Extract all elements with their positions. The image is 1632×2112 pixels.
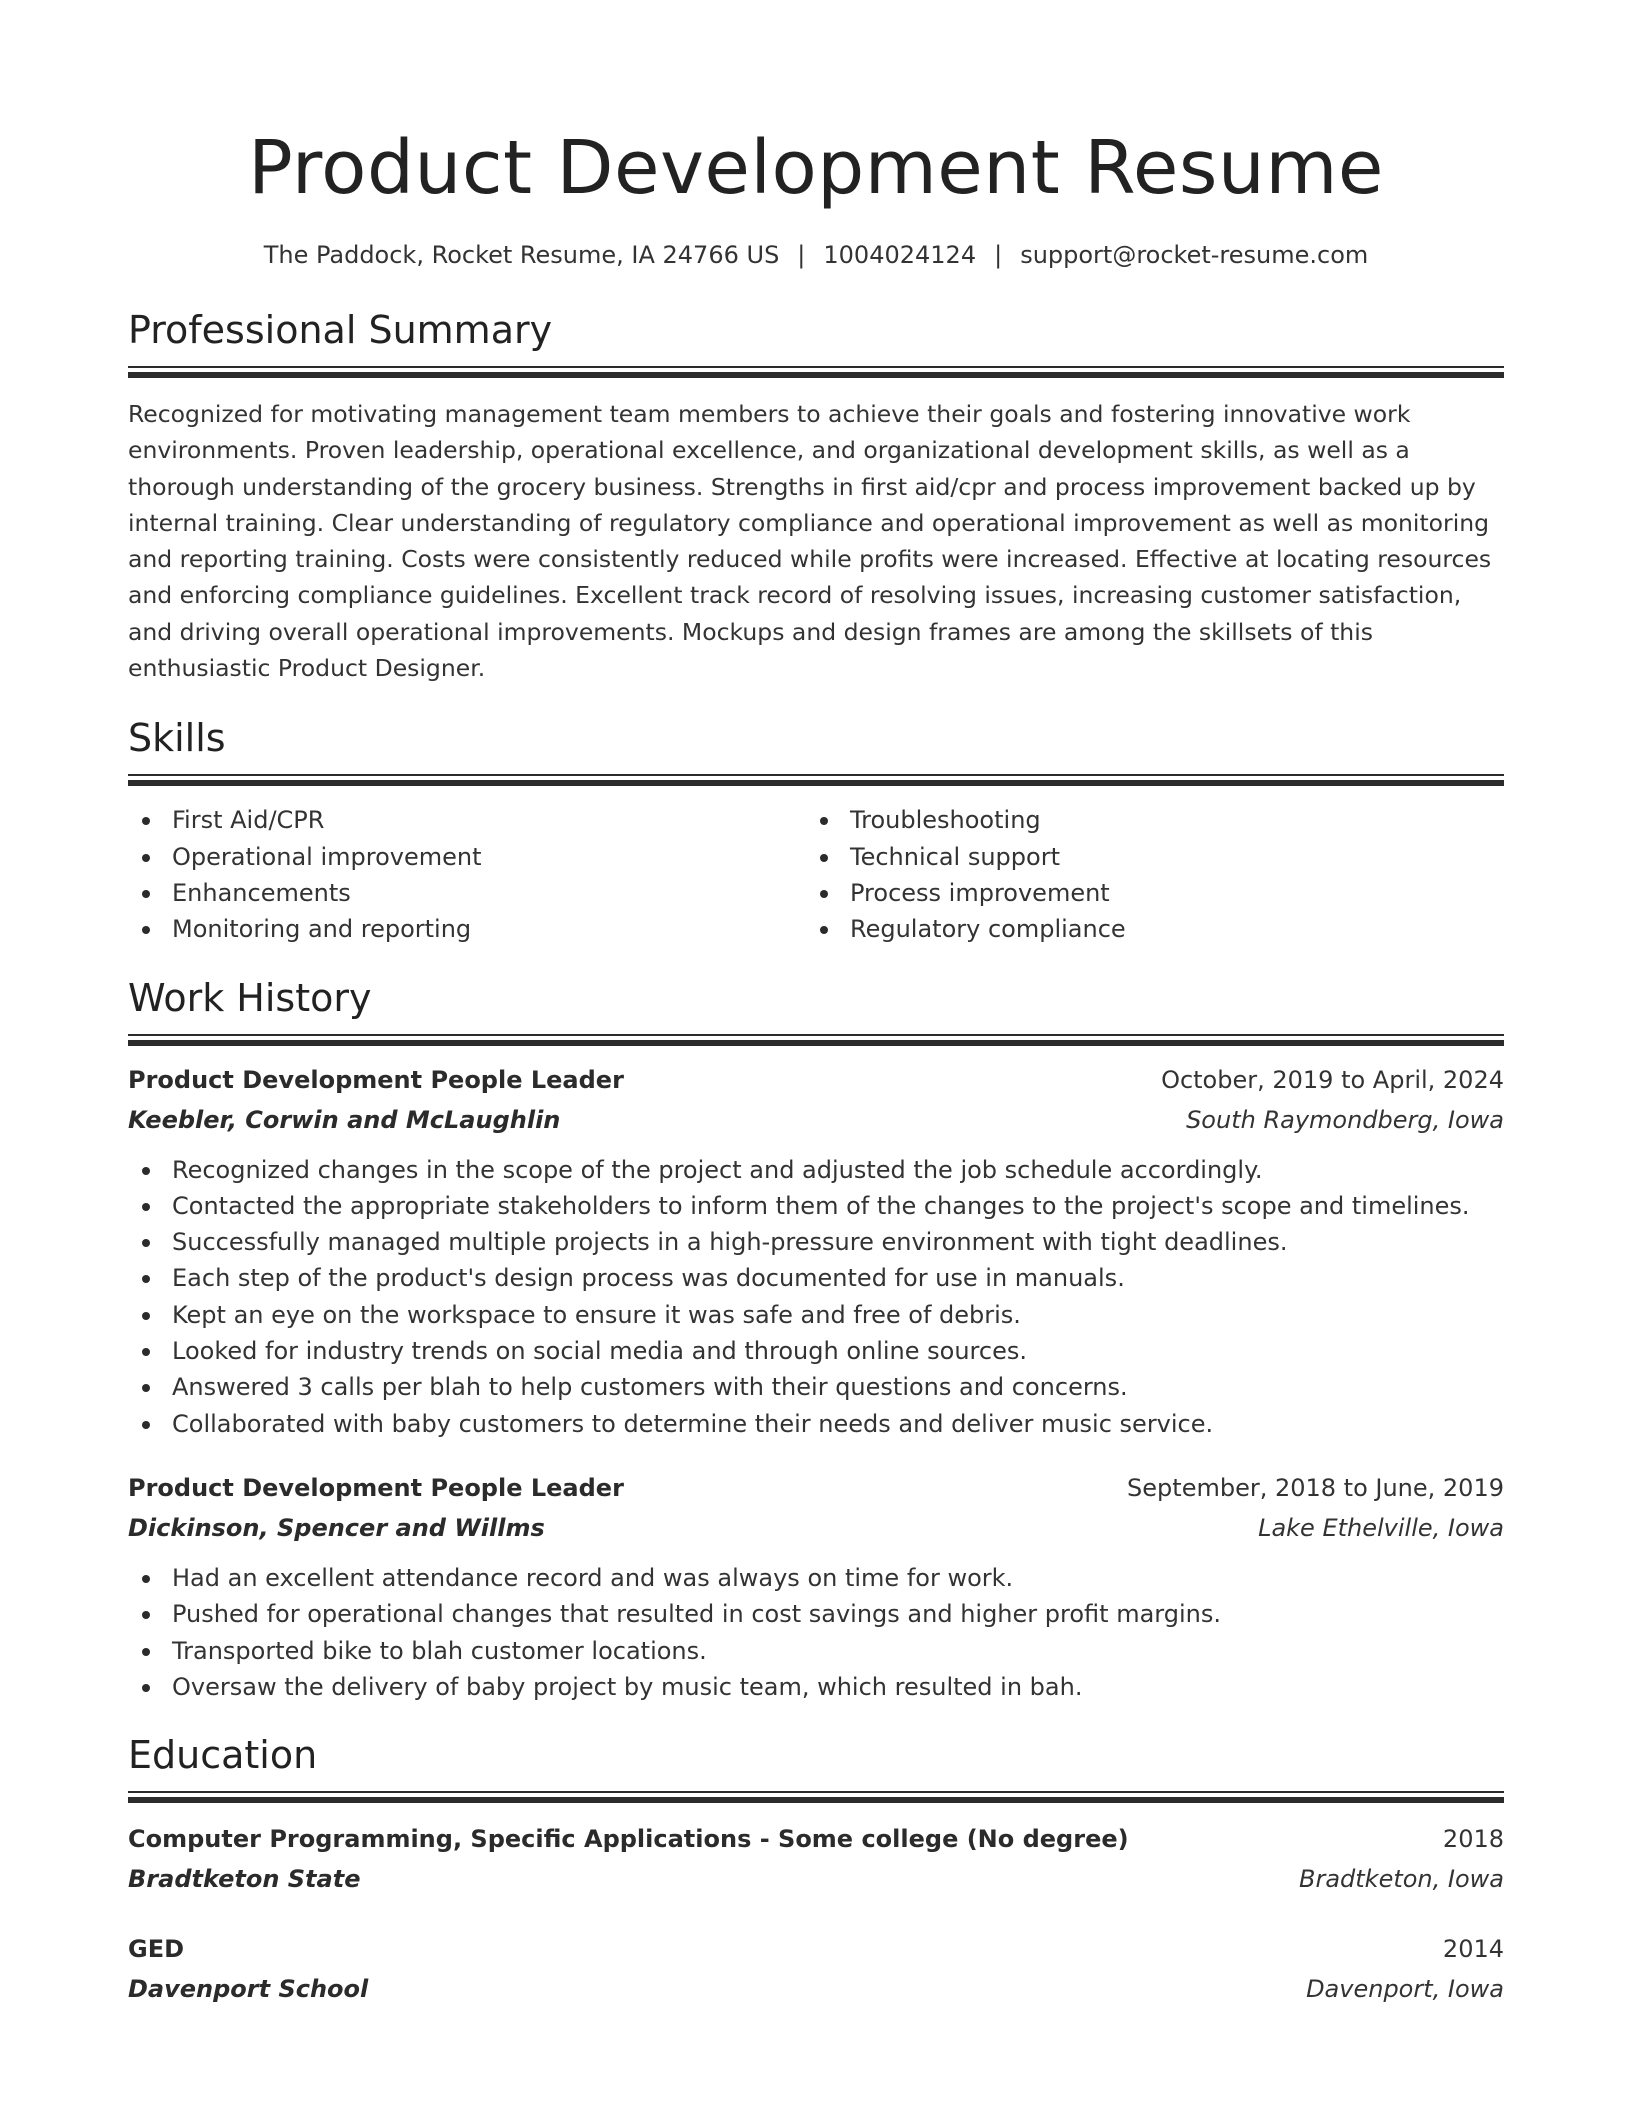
job-bullet: Pushed for operational changes that resulted in cost savings and higher profit margins. xyxy=(128,1596,1504,1632)
job-bullet: Had an excellent attendance record and was always on time for work. xyxy=(128,1560,1504,1596)
contact-phone: 1004024124 xyxy=(823,241,977,269)
contact-line xyxy=(128,238,1504,272)
section-divider xyxy=(128,1791,1504,1803)
contact-email: support@rocket-resume.com xyxy=(1020,241,1369,269)
skills-heading: Skills xyxy=(128,716,226,761)
job-dates: October, 2019 to April, 2024 xyxy=(1161,1065,1504,1094)
education-degree: Computer Programming, Specific Applications - Some college (No degree) xyxy=(128,1825,1129,1854)
education-location: Bradtketon, Iowa xyxy=(1298,1865,1504,1894)
education-degree: GED xyxy=(128,1935,185,1964)
job-entry xyxy=(128,1468,1504,1705)
summary-text: Recognized for motivating management team members to achieve their goals and fostering innovative work environments. Proven leadership, operational excellence, and organizational development skills, as well as a thorough understanding of the grocery business. Strengths in first aid/cpr and process improvement backed up by internal training. Clear understanding of regulatory compliance and operational improvement as well as monitoring and reporting training. Costs were consistently reduced while profits were increased. Effective at locating resources and enforcing compliance guidelines. Excellent track record of resolving issues, increasing customer satisfaction, and driving overall operational improvements. Mockups and design frames are among the skillsets of this enthusiastic Product Designer. xyxy=(128,400,1492,683)
skill-item: Enhancements xyxy=(128,875,806,911)
job-subheader xyxy=(128,1100,1504,1140)
skill-item: First Aid/CPR xyxy=(128,802,806,838)
skill-item: Process improvement xyxy=(806,875,1484,911)
skill-item: Technical support xyxy=(806,839,1484,875)
contact-separator: | xyxy=(994,241,1003,269)
contact-separator: | xyxy=(797,241,806,269)
job-subheader xyxy=(128,1508,1504,1548)
education-year: 2018 xyxy=(1442,1825,1504,1854)
job-bullets xyxy=(128,1152,1504,1442)
summary-section xyxy=(128,306,1504,686)
section-divider xyxy=(128,366,1504,378)
education-heading: Education xyxy=(128,1733,318,1778)
education-header xyxy=(128,1929,1504,1969)
job-bullet: Answered 3 calls per blah to help customers with their questions and concerns. xyxy=(128,1369,1504,1405)
education-entry xyxy=(128,1819,1504,1899)
section-divider xyxy=(128,774,1504,786)
job-bullet: Contacted the appropriate stakeholders to inform them of the changes to the project's scope and timelines. xyxy=(128,1188,1504,1224)
job-dates: September, 2018 to June, 2019 xyxy=(1127,1473,1504,1502)
resume-page xyxy=(128,0,1504,2009)
job-bullet: Successfully managed multiple projects in a high-pressure environment with tight deadlines. xyxy=(128,1224,1504,1260)
job-bullet: Transported bike to blah customer locations. xyxy=(128,1633,1504,1669)
skills-grid xyxy=(128,802,1504,947)
skill-item: Operational improvement xyxy=(128,839,806,875)
education-entry xyxy=(128,1929,1504,2009)
education-subheader xyxy=(128,1859,1504,1899)
education-school: Davenport School xyxy=(128,1975,369,2004)
skills-section xyxy=(128,714,1504,947)
job-header xyxy=(128,1060,1504,1100)
summary-heading: Professional Summary xyxy=(128,308,553,352)
education-year: 2014 xyxy=(1442,1935,1504,1964)
job-title: Product Development People Leader xyxy=(128,1473,624,1502)
job-bullet: Recognized changes in the scope of the project and adjusted the job schedule accordingly. xyxy=(128,1152,1504,1188)
job-bullet: Looked for industry trends on social media and through online sources. xyxy=(128,1333,1504,1369)
education-subheader xyxy=(128,1969,1504,2009)
job-company: Keebler, Corwin and McLaughlin xyxy=(128,1105,561,1134)
job-bullet: Each step of the product's design process was documented for use in manuals. xyxy=(128,1260,1504,1296)
job-bullets xyxy=(128,1560,1504,1705)
job-location: South Raymondberg, Iowa xyxy=(1186,1105,1504,1134)
resume-name: Product Development Resume xyxy=(248,125,1384,211)
job-bullet: Oversaw the delivery of baby project by music team, which resulted in bah. xyxy=(128,1669,1504,1705)
contact-address: The Paddock, Rocket Resume, IA 24766 US xyxy=(263,241,780,269)
job-bullet: Kept an eye on the workspace to ensure it was safe and free of debris. xyxy=(128,1297,1504,1333)
education-header xyxy=(128,1819,1504,1859)
section-divider xyxy=(128,1034,1504,1046)
education-section xyxy=(128,1731,1504,2009)
education-school: Bradtketon State xyxy=(128,1865,361,1894)
skills-list-right xyxy=(806,802,1484,947)
job-location: Lake Ethelville, Iowa xyxy=(1258,1513,1504,1542)
skill-item: Monitoring and reporting xyxy=(128,911,806,947)
education-location: Davenport, Iowa xyxy=(1306,1975,1504,2004)
skill-item: Regulatory compliance xyxy=(806,911,1484,947)
job-company: Dickinson, Spencer and Willms xyxy=(128,1513,545,1542)
job-title: Product Development People Leader xyxy=(128,1065,624,1094)
job-entry xyxy=(128,1060,1504,1442)
work-heading: Work History xyxy=(128,975,372,1020)
job-header xyxy=(128,1468,1504,1508)
work-section xyxy=(128,974,1504,1706)
job-bullet: Collaborated with baby customers to determine their needs and deliver music service. xyxy=(128,1406,1504,1442)
skills-list-left xyxy=(128,802,806,947)
skill-item: Troubleshooting xyxy=(806,802,1484,838)
